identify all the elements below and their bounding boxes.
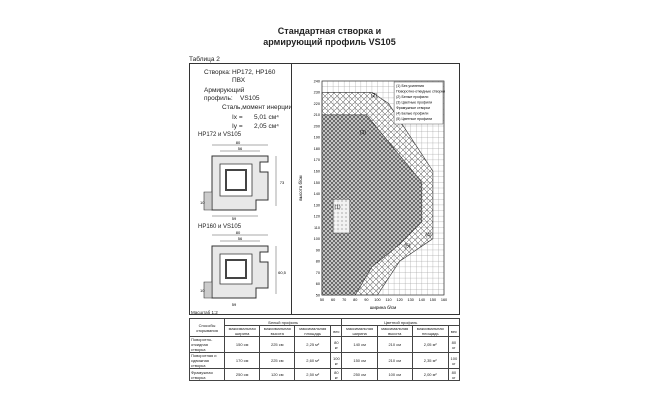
legend-entry: (5) Цветные профили bbox=[396, 117, 433, 121]
y-tick-label: 210 bbox=[313, 113, 320, 118]
row-name: Поворотно-откидная створка bbox=[190, 337, 225, 353]
table-cell: 2,25 м² bbox=[295, 337, 331, 353]
table-cell: 170 см bbox=[225, 353, 260, 369]
table-cell: 2,50 м² bbox=[295, 369, 331, 381]
sash-value: HP172, HP160 bbox=[232, 69, 276, 76]
y-tick-label: 70 bbox=[315, 270, 320, 275]
x-axis-label: ширина б/см bbox=[369, 305, 397, 310]
page-title: Стандартная створка и bbox=[277, 26, 382, 36]
col-white-header: Белый профиль bbox=[225, 319, 342, 326]
table-cell: 100 кг bbox=[331, 353, 342, 369]
x-tick-label: 50 bbox=[319, 298, 325, 302]
table-cell: 140 см bbox=[342, 337, 377, 353]
y-tick-label: 100 bbox=[313, 237, 320, 242]
spec-table bbox=[189, 318, 460, 381]
y-tick-label: 130 bbox=[313, 203, 320, 208]
table-cell: 80 кг bbox=[331, 337, 342, 353]
legend-entry: (1) Без усиления bbox=[396, 84, 425, 88]
table-row bbox=[190, 337, 460, 353]
iy-value: 2,05 см⁴ bbox=[254, 123, 279, 130]
table-cell: 225 см bbox=[260, 337, 295, 353]
ix-label: Ix = bbox=[232, 114, 243, 121]
legend-entry: Поворотно-откидные створки bbox=[396, 89, 445, 94]
profile-1-dim-4: 10 bbox=[200, 200, 205, 205]
table-cell: 210 см bbox=[377, 353, 412, 369]
table-cell: 80 кг bbox=[448, 337, 459, 353]
region-label: (5) bbox=[404, 243, 411, 250]
legend-entry: (2) Белые профили bbox=[396, 95, 429, 99]
table-cell: 120 см bbox=[260, 369, 295, 381]
table-cell: 210 см bbox=[377, 337, 412, 353]
legend-entry: (4) Белые профили bbox=[396, 111, 429, 116]
sash-label: Створка: bbox=[204, 69, 231, 76]
size-diagram-chart bbox=[292, 63, 458, 315]
table-cell: 2,05 м² bbox=[412, 337, 448, 353]
table-cell: 250 см bbox=[342, 369, 377, 381]
table-cell: 2,00 м² bbox=[412, 369, 448, 381]
table-subheader: максимальная высота bbox=[377, 326, 412, 337]
page-subtitle: армирующий профиль VS105 bbox=[263, 37, 396, 47]
profile-1-dim-3: 59 bbox=[231, 216, 237, 220]
reinf-label: Армирующий bbox=[204, 87, 245, 94]
y-tick-label: 200 bbox=[313, 124, 320, 129]
y-tick-label: 160 bbox=[313, 169, 320, 174]
profile-1-dim-2: 73 bbox=[279, 180, 285, 185]
y-tick-label: 90 bbox=[315, 248, 320, 253]
table-subheader: максимальная ширина bbox=[225, 326, 260, 337]
y-tick-label: 230 bbox=[313, 90, 320, 95]
region-label: (4) bbox=[425, 232, 432, 239]
table-cell: 250 см bbox=[225, 369, 260, 381]
table-subheader: максимальная высота bbox=[260, 326, 295, 337]
y-tick-label: 110 bbox=[313, 225, 320, 230]
table-cell: 80 кг bbox=[331, 369, 342, 381]
profile-2-dim-4: 10 bbox=[200, 288, 205, 293]
table-subheader: вес bbox=[448, 326, 459, 337]
legend-entry: (3) Цветные профили bbox=[396, 100, 433, 105]
reinf-value: VS105 bbox=[240, 95, 260, 102]
x-tick-label: 70 bbox=[342, 298, 347, 302]
x-tick-label: 90 bbox=[364, 298, 369, 302]
y-tick-label: 120 bbox=[313, 214, 320, 219]
profile-1-drawing bbox=[198, 140, 286, 220]
y-tick-label: 50 bbox=[315, 293, 320, 298]
profile-2-dim-0: 80 bbox=[235, 230, 241, 235]
table-subheader: максимальная ширина bbox=[342, 326, 377, 337]
x-tick-label: 130 bbox=[407, 298, 414, 302]
legend-entry: Фрамужные створки bbox=[396, 106, 431, 110]
y-axis-label: высота б/см bbox=[298, 175, 303, 201]
table-row bbox=[190, 369, 460, 381]
profile-2-dim-3: 59 bbox=[231, 302, 237, 307]
row-name: Фрамужная створка bbox=[190, 369, 225, 381]
x-tick-label: 160 bbox=[440, 298, 448, 302]
y-tick-label: 140 bbox=[313, 192, 320, 197]
table-cell: 2,35 м² bbox=[412, 353, 448, 369]
table-subheader: вес bbox=[331, 326, 342, 337]
profile-2-drawing bbox=[198, 230, 286, 310]
table-cell: 80 кг bbox=[448, 369, 459, 381]
table-subheader: максимальная площадь bbox=[412, 326, 448, 337]
profile-2-dim-2: 60,5 bbox=[278, 270, 286, 275]
region-label: (3) bbox=[359, 129, 367, 136]
table-cell: 150 см bbox=[225, 337, 260, 353]
region-label: (1) bbox=[334, 204, 341, 211]
y-tick-label: 220 bbox=[313, 101, 320, 106]
table-cell: 225 см bbox=[260, 353, 295, 369]
profile-1-dim-1: 56 bbox=[237, 146, 243, 151]
iy-label: Iy = bbox=[232, 123, 243, 130]
x-tick-label: 80 bbox=[353, 298, 358, 302]
x-tick-label: 100 bbox=[374, 298, 381, 302]
table-cell: 100 кг bbox=[448, 353, 459, 369]
col-type-header: Способы открывания bbox=[190, 319, 225, 337]
table-cell: 100 см bbox=[377, 369, 412, 381]
row-name: Поворотная и сдвижная створка bbox=[190, 353, 225, 369]
profile-1-dim-0: 80 bbox=[235, 140, 241, 145]
table-cell: 150 см bbox=[342, 353, 377, 369]
sash-material: ПВХ bbox=[232, 77, 246, 84]
reinf-label-2: профиль: bbox=[204, 95, 233, 102]
table-cell: 2,60 м² bbox=[295, 353, 331, 369]
y-tick-label: 60 bbox=[315, 282, 320, 287]
x-tick-label: 140 bbox=[418, 298, 425, 302]
profile-2-dim-1: 56 bbox=[237, 236, 243, 241]
col-color-header: Цветной профиль bbox=[342, 319, 460, 326]
region-label: (2) bbox=[371, 92, 378, 99]
ix-value: 5,01 см⁴ bbox=[254, 114, 279, 121]
x-tick-label: 60 bbox=[330, 298, 336, 302]
y-tick-label: 150 bbox=[313, 180, 320, 185]
table-subheader: максимальная площадь bbox=[295, 326, 331, 337]
x-tick-label: 120 bbox=[396, 298, 403, 302]
table-row bbox=[190, 353, 460, 369]
table-number: Таблица 2 bbox=[189, 56, 220, 63]
y-tick-label: 240 bbox=[313, 79, 320, 84]
y-tick-label: 80 bbox=[315, 259, 320, 264]
y-tick-label: 190 bbox=[313, 135, 320, 140]
y-tick-label: 170 bbox=[313, 158, 320, 163]
profile-2-label: HP160 и VS105 bbox=[198, 224, 242, 230]
x-tick-label: 110 bbox=[385, 298, 392, 302]
x-tick-label: 150 bbox=[429, 298, 437, 302]
scale-caption: Масштаб 1:2 bbox=[191, 310, 218, 315]
profile-1-label: HP172 и VS105 bbox=[198, 132, 242, 138]
steel-label: Сталь,момент инерции bbox=[222, 104, 293, 111]
y-tick-label: 180 bbox=[313, 146, 320, 151]
